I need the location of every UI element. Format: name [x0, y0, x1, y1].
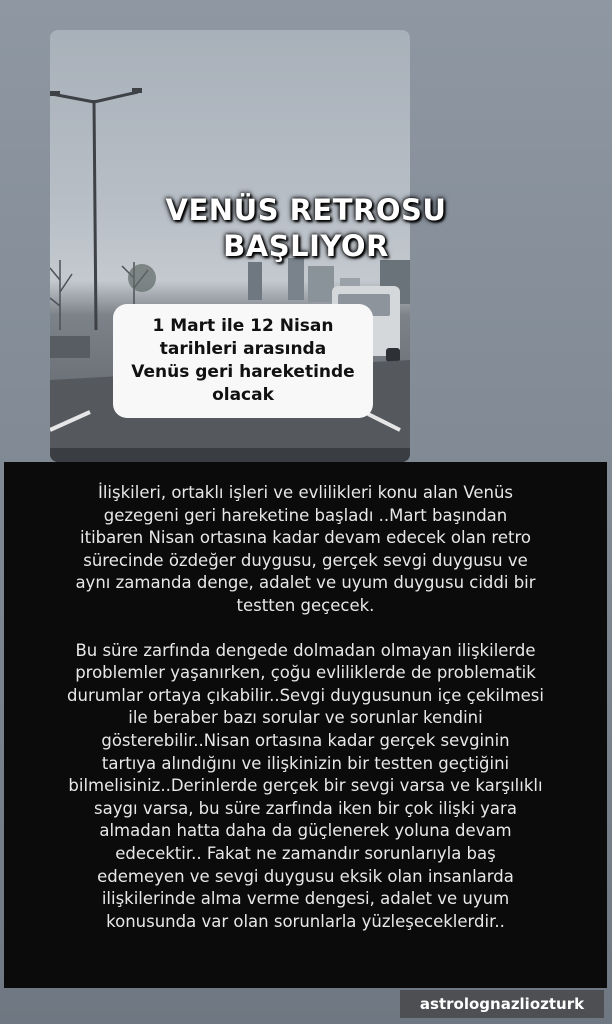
lamp-head [132, 88, 142, 93]
callout-line-3: Venüs geri hareketinde [131, 362, 355, 382]
username-watermark[interactable]: astrolognazliozturk [400, 990, 604, 1018]
text-line: tartıya alındığını ve ilişkinizin bir testten geçtiğini [101, 753, 510, 773]
headline-line-1: VENÜS RETROSU [165, 193, 447, 227]
article-text-panel [4, 462, 607, 988]
paragraph-1 [12, 482, 599, 618]
lamp-head [50, 91, 60, 96]
text-line: edemeyen ve sevgi duygusu eksik olan insanlarda [97, 866, 514, 886]
text-line: Bu süre zarfında dengede dolmadan olmayan ilişkilerde [75, 640, 536, 660]
text-line: konusunda var olan sorunlarla yüzleşeceklerdir.. [106, 911, 505, 931]
text-line: almadan hatta daha da güçlenerek yoluna devam [99, 821, 512, 841]
callout-line-1: 1 Mart ile 12 Nisan [152, 316, 334, 336]
text-line: problemler yaşanırken, çoğu evliliklerde de problematik [75, 663, 536, 683]
building [288, 258, 304, 300]
text-line: saygı varsa, bu süre zarfında iken bir çok ilişki yara [94, 798, 517, 818]
guardrail [50, 336, 90, 358]
text-line: itibaren Nisan ortasına kadar devam edecek olan retro [80, 528, 531, 548]
text-line: edecektir.. Fakat ne zamandır sorunlarıyla baş [115, 843, 496, 863]
date-callout [113, 304, 373, 418]
callout-line-2: tarihleri arasında [159, 339, 327, 359]
text-line: testten geçecek. [236, 595, 375, 615]
tree-foliage [128, 264, 156, 292]
building [248, 262, 262, 300]
text-line: sürecinde özdeğer duygusu, gerçek sevgi duygusu ve [83, 550, 528, 570]
paragraph-2 [12, 640, 599, 934]
text-line: bilmelisiniz..Derinlerde gerçek bir sevgi varsa ve karşılıklı [68, 776, 543, 796]
headline-line-2: BAŞLIYOR [223, 229, 389, 263]
text-line: gösterebilir..Nisan ortasına kadar gerçek sevginin [101, 730, 510, 750]
text-line: ilişkilerinde alma verme dengesi, adalet ve uyum [101, 889, 510, 909]
text-line: durumlar ortaya çıkabilir..Sevgi duygusunun içe çekilmesi [67, 685, 544, 705]
text-line: aynı zamanda denge, adalet ve uyum duygusu ciddi bir [75, 573, 536, 593]
callout-line-4: olacak [212, 385, 274, 405]
dashboard-edge [50, 448, 410, 462]
text-line: İlişkileri, ortaklı işleri ve evlilikleri konu alan Venüs [97, 483, 514, 502]
headline [0, 192, 612, 264]
text-line: gezegeni geri hareketine başladı ..Mart başından [103, 505, 508, 525]
building [308, 266, 334, 302]
text-line: ile beraber bazı sorular ve sorunlar kendini [128, 708, 483, 728]
